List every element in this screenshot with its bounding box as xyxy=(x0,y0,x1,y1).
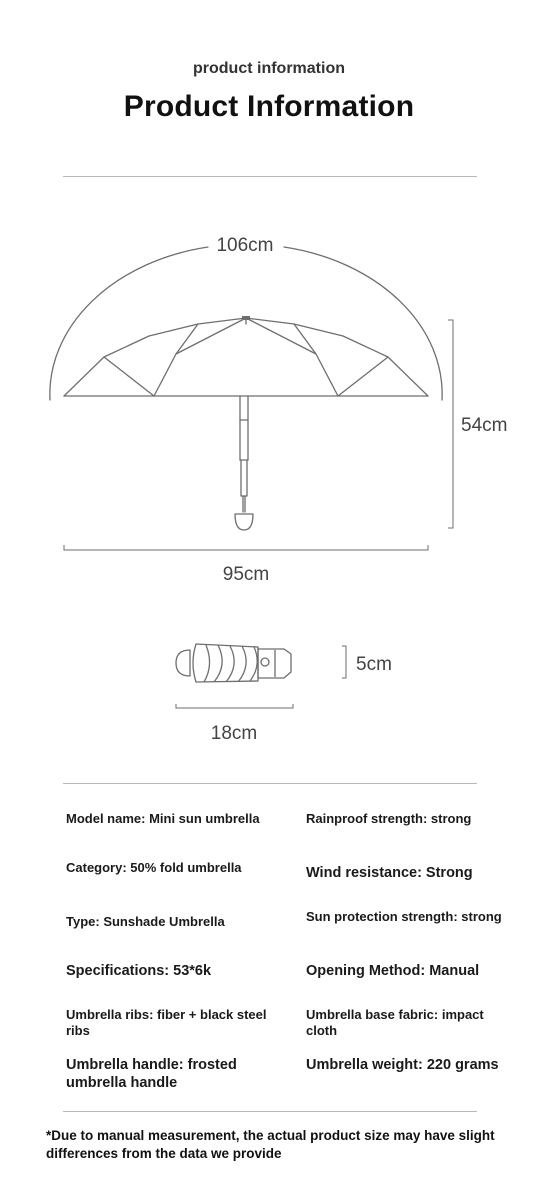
folded-height-dimension-line xyxy=(342,646,346,678)
spec-rainproof: Rainproof strength: strong xyxy=(306,811,472,826)
spec-ribs: Umbrella ribs: fiber + black steel ribs xyxy=(66,1007,267,1038)
middle-divider xyxy=(63,783,477,784)
spec-specifications: Specifications: 53*6k xyxy=(66,963,212,979)
page-title: Product Information xyxy=(123,90,415,123)
measurement-footnote: *Due to manual measurement, the actual product size may have slight differences from the data we provide xyxy=(46,1128,495,1161)
spec-model-name: Model name: Mini sun umbrella xyxy=(66,811,260,826)
spec-wind-resistance: Wind resistance: Strong xyxy=(306,865,473,881)
open-umbrella-canopy-icon xyxy=(64,318,428,396)
canopy-arc-label: 106cm xyxy=(216,235,274,256)
spec-fabric: Umbrella base fabric: impact cloth xyxy=(306,1007,484,1038)
folded-length-label: 18cm xyxy=(210,723,258,744)
umbrella-shaft-icon xyxy=(240,396,248,460)
page-subtitle: product information xyxy=(193,60,345,77)
spec-weight: Umbrella weight: 220 grams xyxy=(306,1057,499,1073)
folded-height-label: 5cm xyxy=(356,654,392,675)
bottom-divider xyxy=(63,1111,477,1112)
umbrella-handle-icon xyxy=(235,514,253,530)
height-dimension-line xyxy=(448,320,453,528)
open-height-label: 54cm xyxy=(461,415,508,436)
spec-category: Category: 50% fold umbrella xyxy=(66,860,242,875)
spec-handle: Umbrella handle: frosted umbrella handle xyxy=(66,1057,237,1091)
spec-sun-protection: Sun protection strength: strong xyxy=(306,909,502,924)
spec-type: Type: Sunshade Umbrella xyxy=(66,914,225,929)
spec-opening-method: Opening Method: Manual xyxy=(306,963,480,979)
folded-length-dimension-line xyxy=(176,704,293,708)
folded-umbrella-icon xyxy=(176,644,291,682)
open-width-label: 95cm xyxy=(222,564,270,585)
width-dimension-line xyxy=(64,545,428,550)
